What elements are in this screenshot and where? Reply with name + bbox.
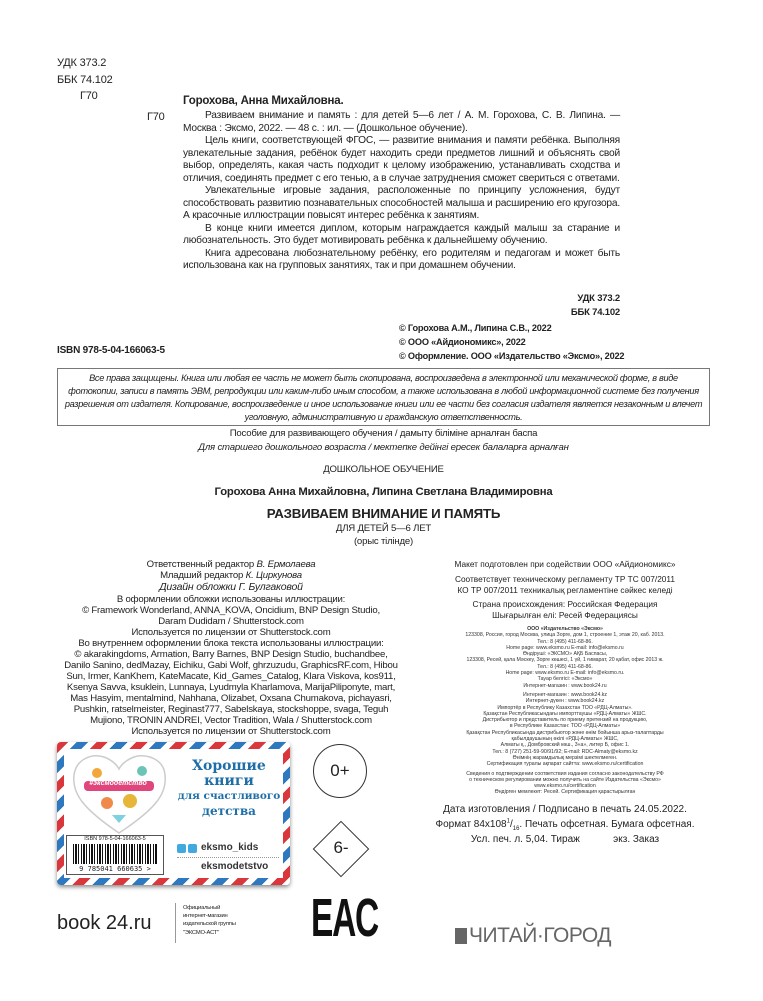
annotation-paragraph: В конце книги имеется диплом, которым награждается каждый малыш за старание и любознательность. Это будет мотивировать ребёнка к дальнейшему обучению. [183,222,620,246]
inner-ill-line: Sun, Irmer, KanKhem, KateMacate, Kid_Games_Catalog, Klara Viskova, kos911, [66,671,396,682]
kz-line: Тел.: 8 (727) 251-59-90/91/92; E-mail: RDC-Almaty@eksmo.kz [492,748,638,755]
inner-ill-line: Danilo Sanino, dedMazay, Eichiku, Gabi Wolf, ghrzuzudu, GraphicsRF.com, Hibou [64,660,398,671]
annotation-paragraph: Книга адресована любознательному ребёнку, его родителям и педагогам и может быть использована как на групповых занятиях, так и при домашнем обучении. [183,247,620,271]
heart-logo-icon [72,753,167,835]
desc-line: "ЭКСМО-АСТ" [183,929,220,936]
publisher-line: Тел.: 8 (495) 411-68-86. [537,638,593,645]
inner-ill-line: Используется по лицензии от Shutterstock.com [131,726,331,737]
isbn: ISBN 978-5-04-166063-5 [57,345,165,356]
chitai-gorod-icon [455,928,467,944]
eac-mark: EAC [311,888,378,948]
inner-ill-line: Ksenya Savva, ksuklein, Lunnaya, Lyudmyla Kharlamova, MarijaPiliponyte, mart, [66,682,396,693]
slogan-line: для счастливого [177,790,281,802]
copyright-line: © Горохова А.М., Липина С.В., 2022 [399,323,552,333]
language: (орыс тілінде) [353,536,414,547]
barcode-block [66,835,164,875]
udk: УДК 373.2 [57,57,107,69]
format-rest: . Печать офсетная. Бумага офсетная. [519,818,695,830]
cert-line: www.eksmo.ru/certification [534,783,596,790]
cover-ill-line: В оформлении обложки использованы иллюстрации: [116,594,346,605]
print-run: Усл. печ. л. 5,04. Тираж экз. Заказ [470,833,660,845]
publisher-line: ООО «Издательство «Эксмо» [527,626,603,632]
publisher-line: Интернет-магазин : www.book24.ru [523,682,607,689]
cover-ill-line: Daram Dudidam / Shutterstock.com [158,616,304,627]
maket: Макет подготовлен при содействии ООО «Айдиономикс» [454,559,676,569]
cover-ill-line: Используется по лицензии от Shutterstock.com [131,627,331,638]
slogan [174,759,284,819]
bibliographic-record: Развиваем внимание и память : для детей 5—6 лет / А. М. Горохова, С. В. Липина. — Москва : Эксмо, 2022. — 48 с. : ил. — (Дошкольное обучение). [183,110,620,134]
copyrights [399,322,624,363]
bbk-right: ББК 74.102 [570,307,620,318]
annotation-paragraph: Цель книги, соответствующей ФГОС, — развитие внимания и памяти ребёнка. Выполняя увлекательные задания, ребёнок будет находить среди предметов лишний и объяснять свой выбор, определять, какая часть подходит к целому изображению, устанавливать сходства и отличия, соединять предмет с его тенью, а в случае затруднения сможет свериться с ответами. [183,135,620,184]
social-eksmo-kids: eksmo_kids [201,842,259,853]
kz-line: Дистрибьютор и представитель по приему претензий на продукцию, [482,717,648,724]
inner-ill-line: Во внутреннем оформлении блока текста использованы иллюстрации: [78,638,384,649]
slogan-line: детства [202,804,256,818]
barcode-number: 9 785041 660635 > [79,865,151,873]
book24-description [183,904,236,937]
print-date: Дата изготовления / Подписано в печать 24.05.2022. [443,803,687,815]
inner-ill-line: Mujiono, TRONIN ANDREI, Vector Tradition, Wala / Shutterstock.com [90,715,372,726]
copyright-line: © Оформление. ООО «Издательство «Эксмо», 2022 [399,350,625,361]
desc-line: издательской группы [183,921,236,928]
publisher-line: 123308, Ресей, қала Мәскеу, Зорге көшесі, 1 үй, 1 ғимарат, 20 қабат, офис 2013 ж. [466,657,664,664]
format-sup: 1 [506,818,510,825]
author-heading: Горохова, Анна Михайловна. [183,95,344,107]
author-mark: Г70 [80,90,98,102]
age-category: Для старшего дошкольного возраста / мектепке дейінгі ересек балаларға арналған [198,442,569,453]
classification-right [520,292,620,320]
editor-label: Ответственный редактор [146,559,257,570]
junior-editor-label: Младший редактор [160,570,246,581]
rights-notice: Все права защищены. Книга или любая ее часть не может быть скопирована, воспроизведена в электронной или механической форме, в виде фотокопии, записи в память ЭВМ, репродукции или каким-либо иным способом, а также использована в любой информационной системе без получения разрешения от издателя. Копирование, воспроизведение и иное использование книги или ее части без согласия издателя является незаконным и влечет уголовную, административную и гражданскую ответственность. [57,368,710,426]
kz-line: Өнімнің жарамдылық мерзімі шектелмеген. [512,754,618,761]
book-title: РАЗВИВАЕМ ВНИМАНИЕ И ПАМЯТЬ [266,506,501,521]
social-eksmodetstvo: eksmodetstvo [201,861,269,872]
bbk: ББК 74.102 [57,73,113,86]
promo-card [57,742,290,885]
format-value: Формат 84х108 [435,818,507,830]
slogan-line: Хорошие [192,758,266,774]
kz-line: Қазақстан Республикасында дистрибьютор және өнім бойынша арыз-талаптарды [466,729,664,736]
publisher-line: 123308, Россия, город Москва, улица Зорге, дом 1, строение 1, этаж 20, каб. 2013. [465,632,665,639]
junior-editor: К. Циркунова [245,570,302,581]
chitai-gorod-logo: ЧИТАЙ·ГОРОД [469,924,611,947]
annotation-paragraph: Увлекательные игровые задания, расположенные по принципу усложнения, будут способствовать развитию познавательных способностей малыша и расширению его кругозора. А красочные иллюстрации повысят интерес ребёнка к занятиям. [183,185,620,221]
classification [57,55,113,105]
cert-line: Өндірген мемлекет: Ресей. Сертификация қарастырылған [494,789,636,796]
kz-line: Қазақстан Республикасындағы импорттаушы «РДЦ-Алматы» ЖШС. [483,710,647,717]
editor: В. Ермолаева [256,559,316,570]
hashtag: #эксмодетство [89,780,147,787]
format-sub: 16 [512,825,520,832]
cover-ill-line: © Framework Wonderland, ANNA_KOVA, Oncidium, BNP Design Studio, [82,605,380,616]
center-block [57,427,710,548]
subtitle: ДЛЯ ДЕТЕЙ 5—6 ЛЕТ [335,523,432,534]
publisher-line: Тел.: 8 (495) 411-68-86. [537,663,593,670]
inner-ill-line: © akarakingdoms, Armation, Barry Barnes, BNP Design Studio, buchandbee, [74,649,388,660]
kz-line: Сертификация туралы ақпарат сайтта: www.eksmo.ru/certification [486,761,644,768]
author-mark-left: Г70 [147,111,165,123]
barcode [73,844,157,864]
tr-line: КО ТР 007/2011 техникалық регламентіне сәйкес келеді [457,584,673,595]
barcode-isbn: ISBN 978-5-04-166063-5 [84,836,146,842]
publisher-info [420,559,710,847]
age-rating-6: 6- [333,838,349,857]
publisher-line: Тауар белгісі: «Эксмо» [537,676,593,683]
book24-logo: book 24.ru [57,912,152,934]
publisher-line: Home page: www.eksmo.ru E-mail: info@eksmo.ru. [505,670,625,677]
udk-right: УДК 373.2 [577,293,620,304]
inner-ill-line: Mas Hasyim, mentalmind, Nahhana, Olizabet, Oxsana Chumakova, pichayasri, [70,693,392,704]
telegram-icon [188,844,197,853]
slogan-line: книги [204,773,254,789]
credits [55,559,407,737]
publisher-line: Өндіруші: «ЭКСМО» АҚБ Баспасы, [522,651,608,658]
cert-line: о техническом регулировании можно получить на сайте Издательства «Эксмо» [469,776,661,783]
cert-line: Сведения о подтверждении соответствия издания согласно законодательству РФ [466,770,664,777]
kz-line: в Республике Казахстан: ТОО «РДЦ-Алматы» [509,723,621,730]
kz-line: Алматы қ., Домбровский көш., 3«а», литер Б, офис 1. [500,742,630,749]
kz-line: қабылдаушының өкілі «РДЦ-Алматы» ЖШС, [511,736,619,743]
tr-line: Соответствует техническому регламенту ТР ТС 007/2011 [454,574,676,584]
publisher-line: Home page: www.eksmo.ru E-mail: info@eksmo.ru [506,644,624,651]
vk-icon [177,844,186,853]
kz-line: Импортёр в Республику Казахстан ТОО «РДЦ-Алматы». [497,704,633,711]
divider [177,857,279,858]
age-rating-0: 0+ [313,744,367,798]
authors: Горохова Анна Михайловна, Липина Светлана Владимировна [214,486,553,498]
kz-line: Интернет-дүкен : www.book24.kz [525,698,605,705]
copyright-line: © ООО «Айдиономикс», 2022 [399,336,526,347]
country-line: Шығарылған елі: Ресей Федерациясы [492,609,638,620]
publisher-address [420,626,710,796]
purpose: Пособие для развивающего обучения / дамыту біліміне арналған баспа [229,428,538,439]
series: ДОШКОЛЬНОЕ ОБУЧЕНИЕ [323,464,444,475]
desc-line: Официальный [183,905,221,911]
annotation [183,110,620,273]
desc-line: интернет-магазин [183,913,228,920]
country-line: Страна происхождения: Российская Федерация [472,599,658,609]
inner-ill-line: Pushkin, ratselmeister, Reginast777, Sabelskaya, stockshoppe, svaga, Teguh [73,704,389,715]
kz-line: Интернет-магазин : www.book24.kz [523,691,607,698]
format: Формат $84х108^1/_{16}$. Печать офсетная. Бумага офсетная. [435,818,695,832]
divider [175,903,176,943]
cover-design: Дизайн обложки Г. Булгаковой [159,581,303,593]
print-info [420,802,710,847]
